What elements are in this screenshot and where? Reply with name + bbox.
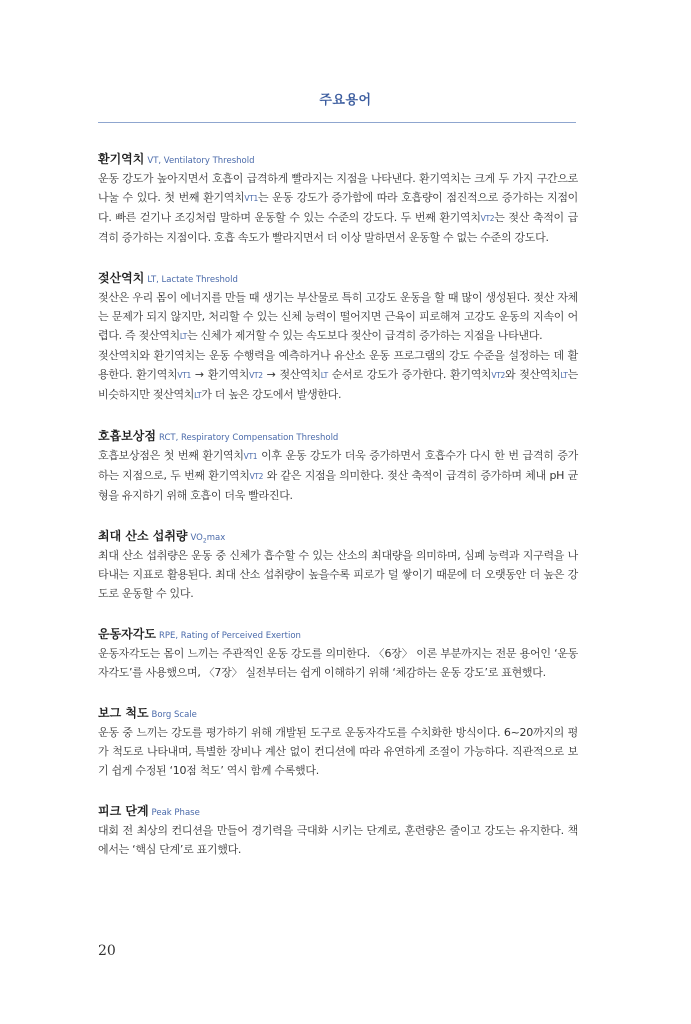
text-run: → 젖산역치 <box>262 368 321 381</box>
abbreviation-tag: LT <box>194 391 202 400</box>
page-title: 주요용어 <box>319 93 372 108</box>
entry-term: 젖산역치 <box>98 271 145 285</box>
abbreviation-tag: LT <box>560 371 568 380</box>
entry-english-term: Peak Phase <box>151 808 200 818</box>
text-run: 는 비슷하지만 젖산역치 <box>98 368 578 401</box>
entry-heading <box>98 704 578 720</box>
text-run: 가 더 높은 강도에서 발생한다. <box>201 388 342 401</box>
text-run: 와 젖산역치 <box>504 368 561 381</box>
abbreviation-tag: VT1 <box>243 452 258 461</box>
abbreviation-tag: VT1 <box>244 194 258 203</box>
text-run: 운동 강도가 높아지면서 호흡이 급격하게 빨라지는 지점을 나타낸다. 환기역치는 크게 두 가지 구간으로 나눌 수 있다. 첫 번째 환기역치 <box>98 172 578 204</box>
entry-description <box>98 446 578 505</box>
entry-english-term: Borg Scale <box>151 710 197 720</box>
entry-heading <box>98 527 578 543</box>
entry-term: 피크 단계 <box>98 804 149 818</box>
eng-part: max <box>206 533 226 543</box>
entry-description <box>98 546 578 603</box>
entry-english-term: LT, Lactate Threshold <box>147 275 238 285</box>
entry-term: 최대 산소 섭취량 <box>98 529 188 543</box>
entry-description <box>98 821 578 859</box>
entry-english-term: RPE, Rating of Perceived Exertion <box>158 631 301 641</box>
eng-part: VO <box>190 533 203 543</box>
text-run: 운동 중 느끼는 강도를 평가하기 위해 개발된 도구로 운동자각도를 수치화한 방식이다. 6~20까지의 평가 척도로 나타내며, 특별한 장비나 계산 없이 컨디션에 따라 유연하게 조절이 가능하다. 직관적으로 보기 쉽게 수정된 ‘10점 척도’ 역시 함께 수록했다. <box>98 726 578 777</box>
text-run: 젖산은 우리 몸이 에너지를 만들 때 생기는 부산물로 특히 고강도 운동을 할 때 많이 생성된다. 젖산 자체는 문제가 되지 않지만, 처리할 수 있는 신체 능력이 떨어지면 근육이 피로해져 고강도 운동의 지속이 어렵다. 즉 젖산역치 <box>98 291 578 342</box>
entry-description <box>98 346 578 405</box>
text-run: 운동자각도는 몸이 느끼는 주관적인 운동 강도를 의미한다. 〈6장〉 이론 부분까지는 전문 용어인 ‘운동자각도’를 사용했으며, 〈7장〉 실전부터는 쉽게 이해하기 위해 ‘체감하는 운동 강도’로 표현했다. <box>98 647 578 679</box>
entry-english-term: RCT, Respiratory Compensation Threshold <box>158 433 339 443</box>
abbreviation-tag: VT1 <box>177 371 191 380</box>
abbreviation-tag: VT2 <box>480 214 495 223</box>
text-run: → 환기역치 <box>191 368 250 381</box>
text-run: 는 젖산 축적이 급격히 증가하는 지점이다. 호흡 속도가 빨라지면서 더 이상 말하면서 운동할 수 없는 수준의 강도다. <box>98 211 579 244</box>
subscript: 2 <box>202 537 207 545</box>
glossary-entry <box>98 625 578 682</box>
entry-english-term: VT, Ventilatory Threshold <box>147 156 255 166</box>
entry-term: 환기역치 <box>98 152 145 166</box>
glossary-list <box>98 150 578 881</box>
entry-description <box>98 723 578 780</box>
entry-heading <box>98 625 578 641</box>
text-run: 는 운동 강도가 증가함에 따라 호흡량이 점진적으로 증가하는 지점이다. 빠른 걷기나 조깅처럼 말하며 운동할 수 있는 수준의 강도다. 두 번째 환기역치 <box>98 191 578 224</box>
text-run: 와 같은 지점을 의미한다. 젖산 축적이 급격히 증가하며 체내 pH 균형을 유지하기 위해 호흡이 더욱 빨라진다. <box>98 469 578 502</box>
glossary-entry <box>98 269 578 405</box>
text-run: 는 신체가 제거할 수 있는 속도보다 젖산이 급격히 증가하는 지점을 나타낸다. <box>187 329 543 342</box>
text-run: 최대 산소 섭취량은 운동 중 신체가 흡수할 수 있는 산소의 최대량을 의미하며, 심폐 능력과 지구력을 나타내는 지표로 활용된다. 최대 산소 섭취량이 높을수록 피로가 덜 쌓이기 때문에 더 오랫동안 더 높은 강도로 운동할 수 있다. <box>98 549 578 600</box>
entry-heading <box>98 802 578 818</box>
abbreviation-tag: LT <box>179 332 188 341</box>
glossary-entry <box>98 704 578 780</box>
abbreviation-tag: LT <box>320 371 328 380</box>
glossary-entry <box>98 427 578 505</box>
entry-description <box>98 644 578 682</box>
text-run: 호흡보상점은 첫 번째 환기역치 <box>98 449 244 462</box>
entry-heading <box>98 269 578 285</box>
page-number: 20 <box>98 943 116 959</box>
entry-english-term <box>191 533 226 543</box>
glossary-entry <box>98 527 578 603</box>
text-run: 젖산역치와 환기역치는 운동 수행력을 예측하거나 유산소 운동 프로그램의 강도 수준을 설정하는 데 활용한다. 환기역치 <box>98 349 578 381</box>
entry-heading <box>98 427 578 443</box>
entry-term: 호흡보상점 <box>98 429 156 443</box>
entry-description <box>98 169 578 247</box>
entry-term: 운동자각도 <box>98 627 156 641</box>
abbreviation-tag: VT2 <box>249 472 264 481</box>
entry-description <box>98 288 578 346</box>
title-divider <box>98 122 576 123</box>
text-run: 이후 운동 강도가 더욱 증가하면서 호흡수가 다시 한 번 급격히 증가하는 지점으로, 두 번째 환기역치 <box>98 449 578 482</box>
glossary-entry <box>98 150 578 247</box>
glossary-entry <box>98 802 578 859</box>
abbreviation-tag: VT2 <box>491 371 505 380</box>
text-run: 대회 전 최상의 컨디션을 만들어 경기력을 극대화 시키는 단계로, 훈련량은 줄이고 강도는 유지한다. 책에서는 ‘핵심 단계’로 표기했다. <box>98 824 578 856</box>
abbreviation-tag: VT2 <box>249 371 263 380</box>
text-run: 순서로 강도가 증가한다. 환기역치 <box>327 368 492 381</box>
entry-heading <box>98 150 578 166</box>
entry-term: 보그 척도 <box>98 706 149 720</box>
